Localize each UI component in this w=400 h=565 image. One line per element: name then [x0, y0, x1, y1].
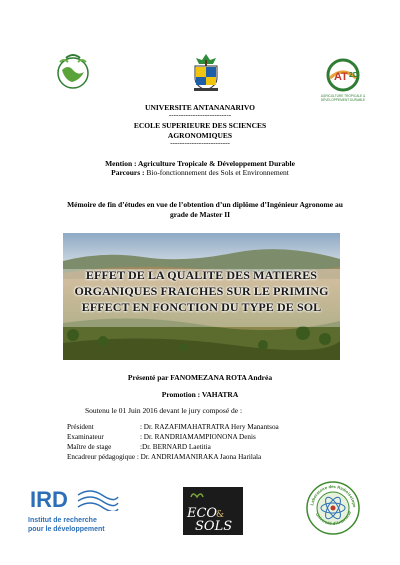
university-name: UNIVERSITE ANTANANARIVO — [145, 103, 255, 112]
memoire-line1: Mémoire de fin d’études en vue de l’obtention d’un diplôme d’Ingénieur Agronome au — [67, 200, 343, 209]
parcours-line: Parcours : Bio-fonctionnement des Sols et Environnement — [111, 168, 289, 177]
eco-sols-logo — [183, 487, 243, 535]
jury-row-maitre-de-stage: Maître de stage :Dr. BERNARD Laetitia — [67, 443, 211, 451]
at2d-caption: AGRICULTURE TROPICALE & DÉVELOPPEMENT DURABLE — [320, 94, 366, 102]
title-banner — [63, 233, 340, 360]
eco-sols-wordmark: ECO — [187, 506, 218, 521]
divider: ------------------------- — [170, 139, 230, 147]
defense-intro: Soutenu le 01 Juin 2016 devant le jury composé de : — [85, 406, 243, 415]
mention-line: Mention : Agriculture Tropicale & Développement Durable — [105, 159, 295, 168]
school-name-line1: ECOLE SUPERIEURE DES SCIENCES — [133, 121, 267, 130]
svg-text:Laboratoire des Radioisotopes: Laboratoire des Radioisotope — [309, 483, 358, 508]
at2d-logo — [322, 56, 364, 104]
school-name-line2: AGRONOMIQUES — [167, 131, 233, 140]
thesis-title — [63, 267, 340, 315]
laboratoire-radioisotopes-logo — [305, 480, 361, 536]
memoire-line2: grade de Master II — [169, 210, 231, 219]
svg-text:AT: AT — [334, 71, 348, 83]
ird-wordmark: IRD — [30, 487, 68, 511]
university-crest-logo — [190, 52, 222, 92]
svg-text:&: & — [216, 510, 225, 520]
svg-text:SOLS: SOLS — [195, 519, 233, 534]
thesis-title-line2: ORGANIQUES FRAICHES SUR LE PRIMING — [74, 284, 329, 298]
thesis-title-line3: EFFECT EN FONCTION DU TYPE DE SOL — [81, 300, 322, 314]
ird-logo — [28, 487, 120, 537]
presented-by: Présenté par FANOMEZANA ROTA Andréa — [127, 373, 273, 382]
ird-caption-line1: Institut de recherche — [28, 517, 97, 524]
globe-plant-logo — [52, 50, 94, 92]
jury-row-examinateur: Examinateur : Dr. RANDRIAMAMPIONONA Denis — [67, 433, 256, 441]
ird-caption-line2: pour le développement — [28, 525, 105, 533]
svg-text:2D: 2D — [349, 72, 358, 79]
jury-row-encadreur: Encadreur pédagogique : Dr. ANDRIAMANIRAKA Jaona Harilala — [67, 453, 262, 461]
svg-text:Université d'Antananarivo: Université d'Antananar — [314, 510, 353, 526]
thesis-title-line1: EFFET DE LA QUALITE DES MATIERES — [85, 268, 318, 282]
divider: -------------------------- — [168, 111, 232, 119]
promotion: Promotion : VAHATRA — [161, 390, 239, 399]
jury-row-president: Président : Dr. RAZAFIMAHATRATRA Hery Manantsoa — [67, 423, 279, 431]
